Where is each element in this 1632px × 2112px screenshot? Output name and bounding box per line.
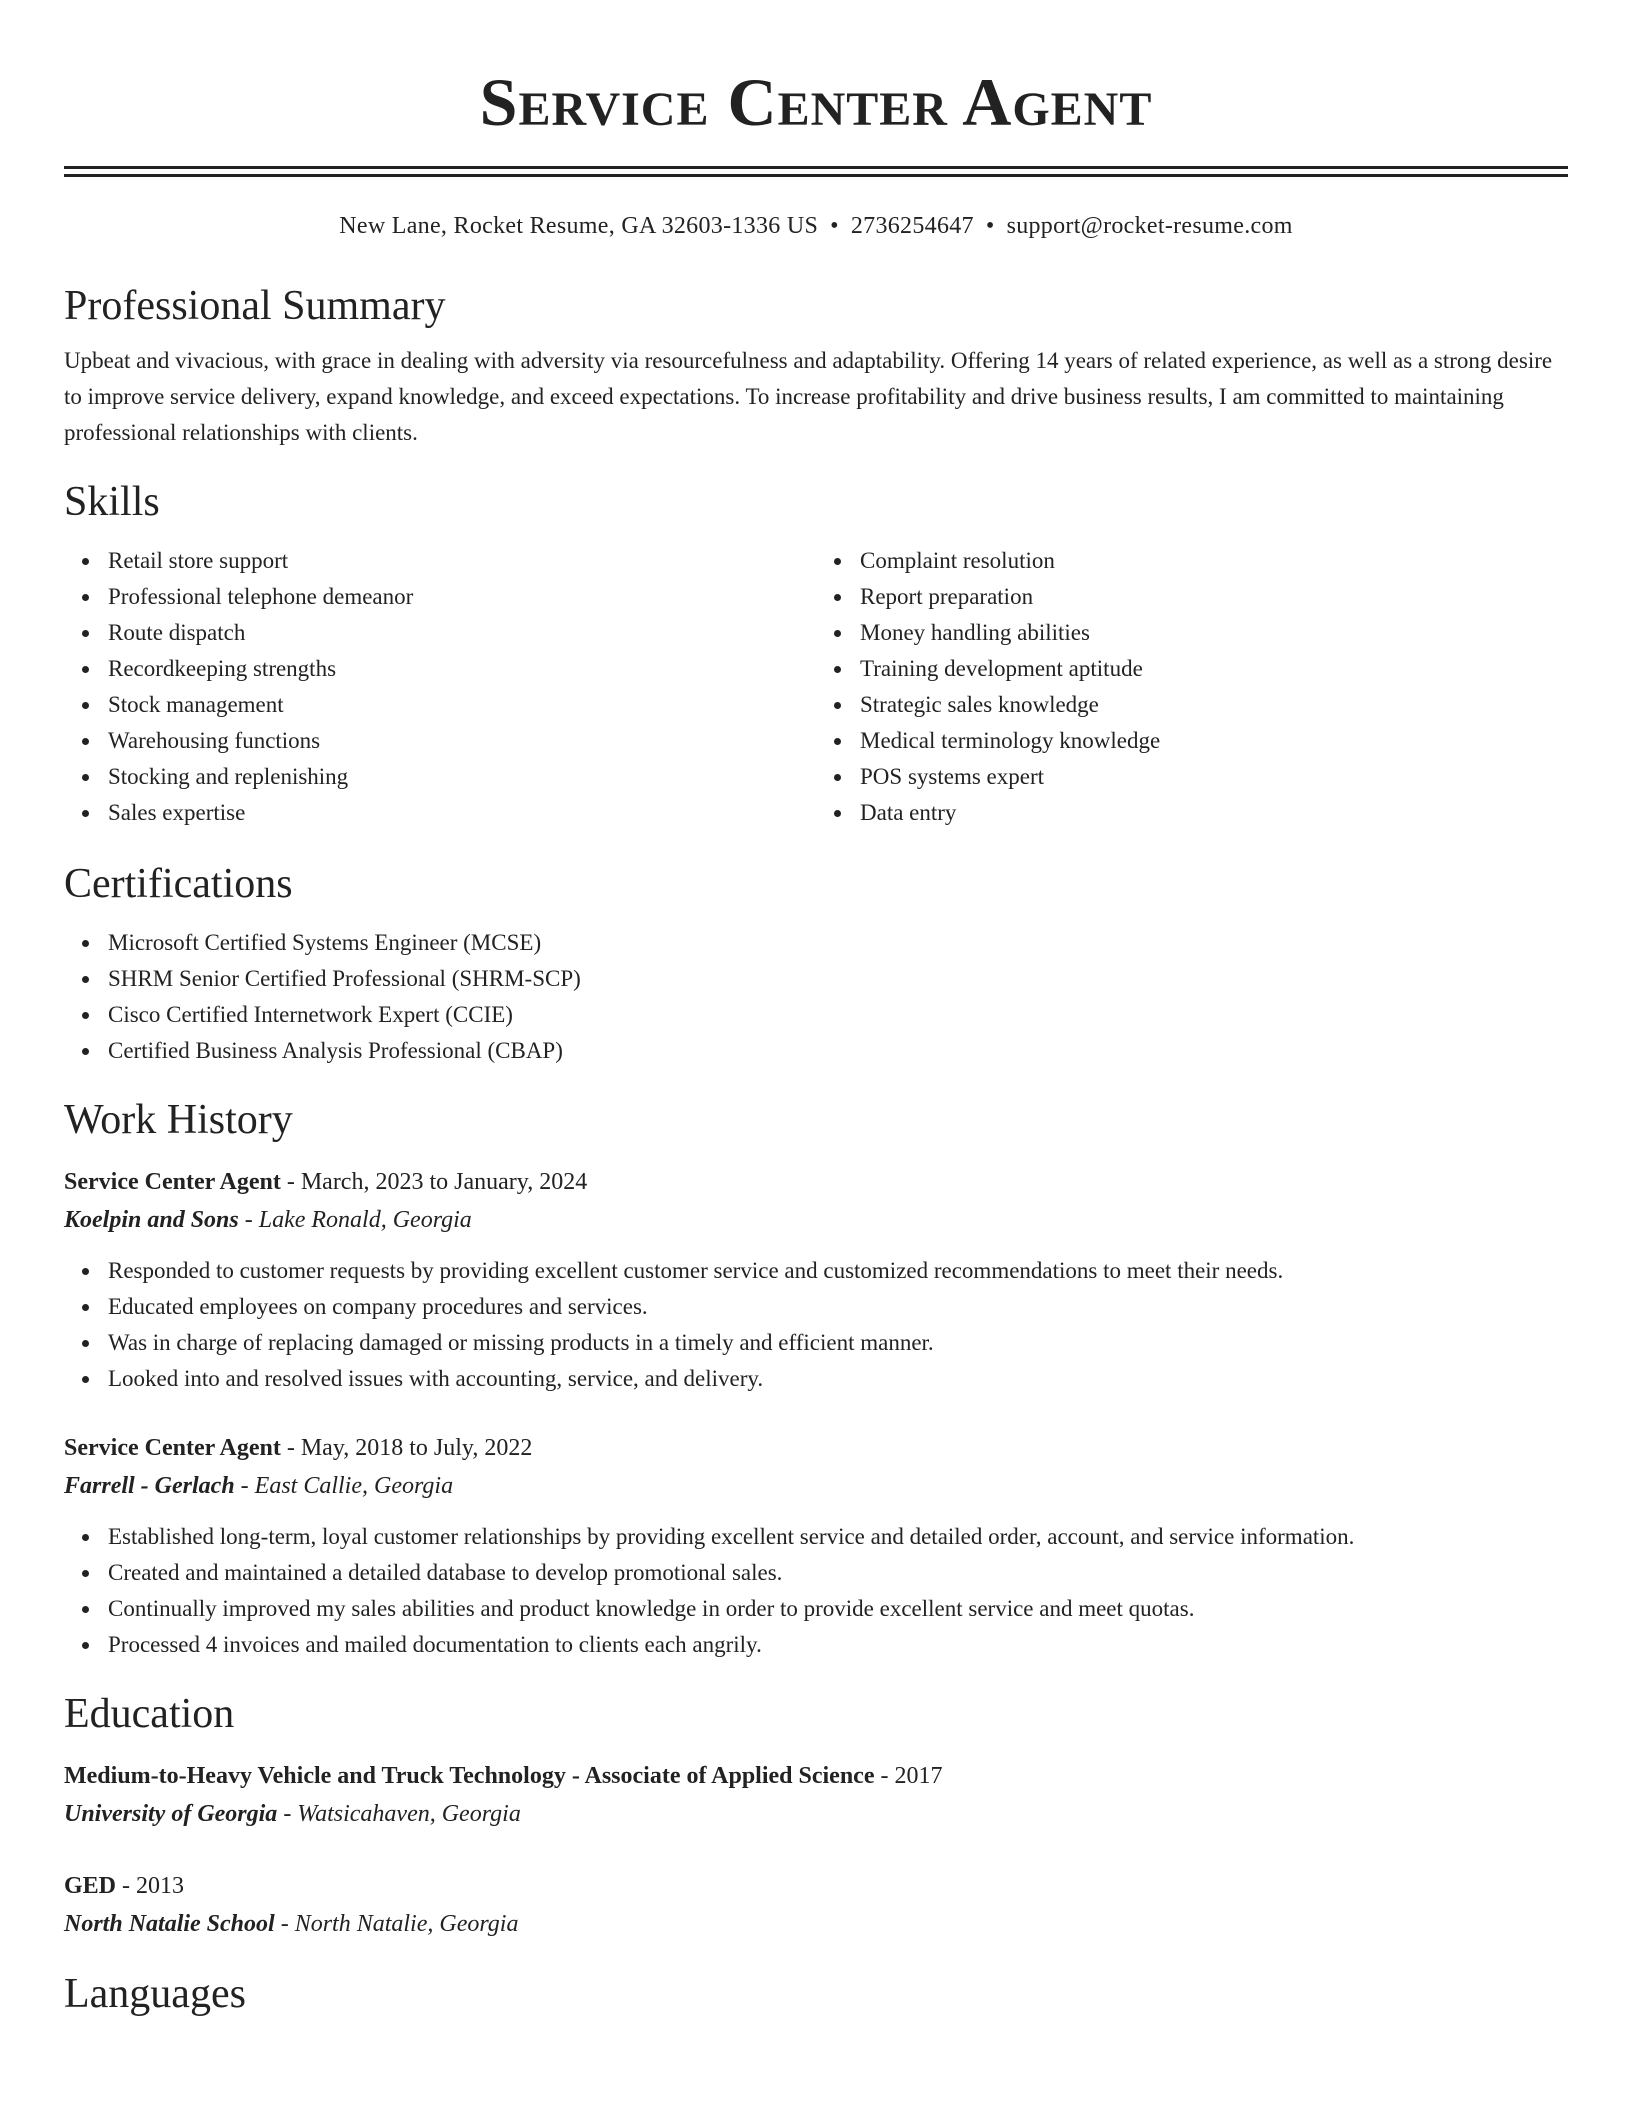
languages-section (64, 1969, 1568, 2019)
skill-item: Complaint resolution (860, 543, 1568, 579)
skill-item: Route dispatch (108, 615, 816, 651)
education-degree: Medium-to-Heavy Vehicle and Truck Technology - Associate of Applied Science (64, 1763, 875, 1789)
certification-item: SHRM Senior Certified Professional (SHRM-SCP) (108, 961, 1568, 997)
job-company-line (64, 1201, 1568, 1239)
certification-item: Certified Business Analysis Professional (CBAP) (108, 1033, 1568, 1069)
job-bullet: Responded to customer requests by providing excellent customer service and customized recommendations to meet their needs. (108, 1253, 1568, 1289)
certifications-heading: Certifications (64, 861, 293, 907)
job-bullet: Processed 4 invoices and mailed documentation to clients each angrily. (108, 1627, 1568, 1663)
summary-section (64, 281, 1568, 451)
job-entry (64, 1163, 1568, 1397)
education-school: North Natalie School (64, 1911, 275, 1937)
work-history-section (64, 1095, 1568, 1663)
education-school-line (64, 1795, 1568, 1833)
contact-separator: • (830, 213, 839, 239)
job-title-line (64, 1429, 1568, 1467)
job-location: - Lake Ronald, Georgia (238, 1207, 472, 1233)
skill-item: Recordkeeping strengths (108, 651, 816, 687)
job-bullets (64, 1519, 1568, 1663)
education-section (64, 1689, 1568, 1943)
contact-email: support@rocket-resume.com (1006, 213, 1293, 239)
education-year: - 2013 (116, 1873, 185, 1899)
skills-section (64, 477, 1568, 831)
skill-item: Professional telephone demeanor (108, 579, 816, 615)
skill-item: Report preparation (860, 579, 1568, 615)
skill-item: Training development aptitude (860, 651, 1568, 687)
resume-page (64, 0, 1568, 2019)
skill-item: Retail store support (108, 543, 816, 579)
skills-heading: Skills (64, 479, 160, 525)
skill-item: Money handling abilities (860, 615, 1568, 651)
education-school: University of Georgia (64, 1801, 278, 1827)
summary-text: Upbeat and vivacious, with grace in dealing with adversity via resourcefulness and adaptability. Offering 14 years of related experience, as well as a strong desire to improve service delivery, expand knowledge, and exceed expectations. To increase profitability and drive business results, I am committed to maintaining professional relationships with clients. (64, 348, 1553, 445)
job-bullet: Looked into and resolved issues with accounting, service, and delivery. (108, 1361, 1568, 1397)
education-degree: GED (64, 1873, 117, 1899)
skill-item: Sales expertise (108, 795, 816, 831)
contact-phone: 2736254647 (850, 213, 974, 239)
resume-name: Service Center Agent (479, 64, 1153, 140)
job-title: Service Center Agent (64, 1435, 281, 1461)
skills-left-column (64, 543, 816, 831)
job-company: Farrell - Gerlach (64, 1473, 235, 1499)
job-dates: - May, 2018 to July, 2022 (280, 1435, 533, 1461)
education-location: - Watsicahaven, Georgia (277, 1801, 521, 1827)
job-location: - East Callie, Georgia (234, 1473, 454, 1499)
skill-item: Medical terminology knowledge (860, 723, 1568, 759)
skill-item: Strategic sales knowledge (860, 687, 1568, 723)
skills-columns (64, 543, 1568, 831)
certification-item: Microsoft Certified Systems Engineer (MCSE) (108, 925, 1568, 961)
job-company-line (64, 1467, 1568, 1505)
skill-item: Stock management (108, 687, 816, 723)
job-company: Koelpin and Sons (64, 1207, 239, 1233)
education-degree-line (64, 1867, 1568, 1905)
skill-item: Stocking and replenishing (108, 759, 816, 795)
contact-line (64, 211, 1568, 241)
skill-item: POS systems expert (860, 759, 1568, 795)
job-bullet: Was in charge of replacing damaged or missing products in a timely and efficient manner. (108, 1325, 1568, 1361)
education-entry (64, 1757, 1568, 1833)
education-school-line (64, 1905, 1568, 1943)
job-title: Service Center Agent (64, 1169, 281, 1195)
contact-separator: • (985, 213, 995, 239)
summary-heading: Professional Summary (64, 283, 446, 329)
education-degree-line (64, 1757, 1568, 1795)
work-history-heading: Work History (64, 1097, 293, 1143)
skill-item: Data entry (860, 795, 1568, 831)
job-bullet: Educated employees on company procedures and services. (108, 1289, 1568, 1325)
education-entry (64, 1867, 1568, 1943)
education-heading: Education (64, 1691, 235, 1737)
header-double-rule (64, 166, 1568, 177)
languages-heading: Languages (64, 1971, 246, 2017)
certification-item: Cisco Certified Internetwork Expert (CCIE) (108, 997, 1568, 1033)
skills-right-column (816, 543, 1568, 831)
education-location: - North Natalie, Georgia (274, 1911, 519, 1937)
certifications-list (64, 925, 1568, 1069)
job-bullet: Established long-term, loyal customer relationships by providing excellent service and detailed order, account, and service information. (108, 1519, 1568, 1555)
job-entry (64, 1429, 1568, 1663)
certifications-section (64, 859, 1568, 1069)
contact-address: New Lane, Rocket Resume, GA 32603-1336 US (339, 213, 819, 239)
skill-item: Warehousing functions (108, 723, 816, 759)
job-dates: - March, 2023 to January, 2024 (280, 1169, 588, 1195)
job-bullet: Continually improved my sales abilities and product knowledge in order to provide excellent service and meet quotas. (108, 1591, 1568, 1627)
job-title-line (64, 1163, 1568, 1201)
job-bullets (64, 1253, 1568, 1397)
job-bullet: Created and maintained a detailed database to develop promotional sales. (108, 1555, 1568, 1591)
education-year: - 2017 (874, 1763, 943, 1789)
